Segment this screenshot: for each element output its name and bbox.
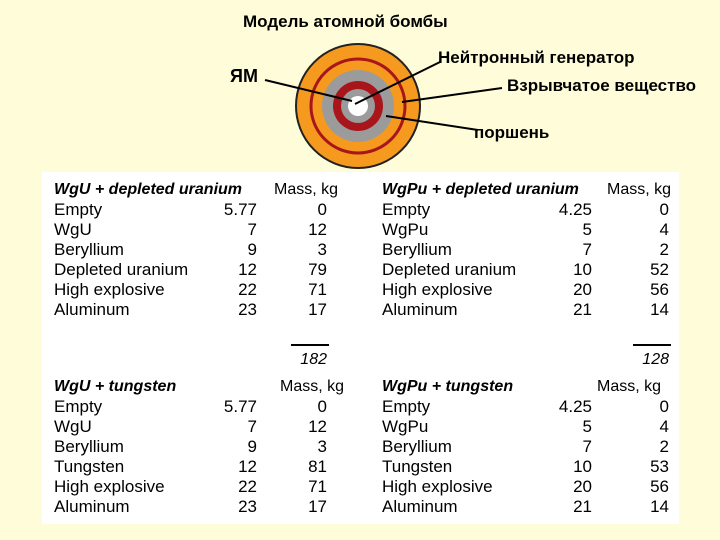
table-title: WgU + depleted uranium (54, 181, 243, 198)
row-value: 7 (247, 417, 257, 436)
row-label: High explosive (382, 280, 493, 299)
total-mass: 182 (300, 351, 327, 368)
row-mass: 17 (308, 497, 327, 516)
row-label: Aluminum (54, 300, 130, 319)
row-value: 5.77 (223, 200, 257, 219)
row-label: High explosive (54, 280, 165, 299)
row-value: 9 (247, 437, 257, 456)
row-label: WgPu (382, 220, 429, 239)
mass-column-header: Mass, kg (280, 378, 345, 395)
row-label: Aluminum (54, 497, 130, 516)
row-value: 21 (573, 497, 592, 516)
mass-column-header: Mass, kg (607, 181, 672, 198)
row-mass: 0 (317, 200, 327, 219)
row-label: High explosive (54, 477, 165, 496)
mass-tables-panel (42, 172, 679, 524)
row-mass: 2 (659, 437, 669, 456)
row-value: 12 (238, 260, 257, 279)
row-mass: 0 (317, 397, 327, 416)
row-label: Aluminum (382, 300, 458, 319)
row-mass: 14 (650, 497, 669, 516)
row-label: Depleted uranium (54, 260, 189, 279)
row-mass: 3 (317, 240, 327, 259)
row-value: 20 (573, 477, 592, 496)
row-value: 5 (582, 417, 592, 436)
mass-column-header: Mass, kg (597, 378, 662, 395)
row-mass: 0 (659, 397, 669, 416)
row-value: 12 (238, 457, 257, 476)
row-mass: 12 (308, 220, 327, 239)
row-mass: 4 (659, 220, 669, 239)
table-title: WgU + tungsten (54, 378, 177, 395)
core-label: ЯМ (230, 66, 258, 86)
row-value: 7 (247, 220, 257, 239)
table-title: WgPu + tungsten (382, 378, 514, 395)
row-mass: 3 (317, 437, 327, 456)
row-mass: 2 (659, 240, 669, 259)
explosive-label: Взрывчатое вещество (507, 76, 697, 95)
row-value: 4.25 (558, 397, 592, 416)
row-mass: 79 (308, 260, 327, 279)
row-label: Beryllium (382, 240, 452, 259)
row-label: Empty (382, 200, 431, 219)
row-mass: 81 (308, 457, 327, 476)
row-mass: 52 (650, 260, 669, 279)
row-label: Empty (54, 200, 103, 219)
row-mass: 71 (308, 280, 327, 299)
row-mass: 4 (659, 417, 669, 436)
row-label: Tungsten (54, 457, 125, 476)
row-label: WgU (54, 417, 92, 436)
row-mass: 12 (308, 417, 327, 436)
neutron-generator-label: Нейтронный генератор (438, 48, 635, 67)
row-label: Depleted uranium (382, 260, 517, 279)
row-value: 22 (238, 477, 257, 496)
row-value: 7 (582, 240, 592, 259)
total-divider (291, 344, 329, 346)
row-mass: 53 (650, 457, 669, 476)
row-value: 4.25 (558, 200, 592, 219)
row-label: Tungsten (382, 457, 453, 476)
row-value: 5.77 (223, 397, 257, 416)
row-mass: 17 (308, 300, 327, 319)
row-mass: 71 (308, 477, 327, 496)
row-label: Beryllium (382, 437, 452, 456)
row-mass: 14 (650, 300, 669, 319)
row-label: Beryllium (54, 240, 124, 259)
row-mass: 0 (659, 200, 669, 219)
row-value: 10 (573, 457, 592, 476)
mass-column-header: Mass, kg (274, 181, 339, 198)
row-value: 23 (238, 497, 257, 516)
total-divider (633, 344, 671, 346)
piston-label: поршень (474, 123, 550, 142)
page-title: Модель атомной бомбы (243, 12, 448, 31)
row-label: High explosive (382, 477, 493, 496)
row-value: 22 (238, 280, 257, 299)
row-label: Empty (382, 397, 431, 416)
row-value: 21 (573, 300, 592, 319)
row-value: 9 (247, 240, 257, 259)
row-value: 10 (573, 260, 592, 279)
row-value: 7 (582, 437, 592, 456)
row-label: Empty (54, 397, 103, 416)
row-mass: 56 (650, 280, 669, 299)
row-value: 5 (582, 220, 592, 239)
row-value: 23 (238, 300, 257, 319)
row-value: 20 (573, 280, 592, 299)
table-title: WgPu + depleted uranium (382, 181, 579, 198)
row-label: Aluminum (382, 497, 458, 516)
total-mass: 128 (642, 351, 669, 368)
row-label: WgU (54, 220, 92, 239)
row-label: Beryllium (54, 437, 124, 456)
row-label: WgPu (382, 417, 429, 436)
row-mass: 56 (650, 477, 669, 496)
